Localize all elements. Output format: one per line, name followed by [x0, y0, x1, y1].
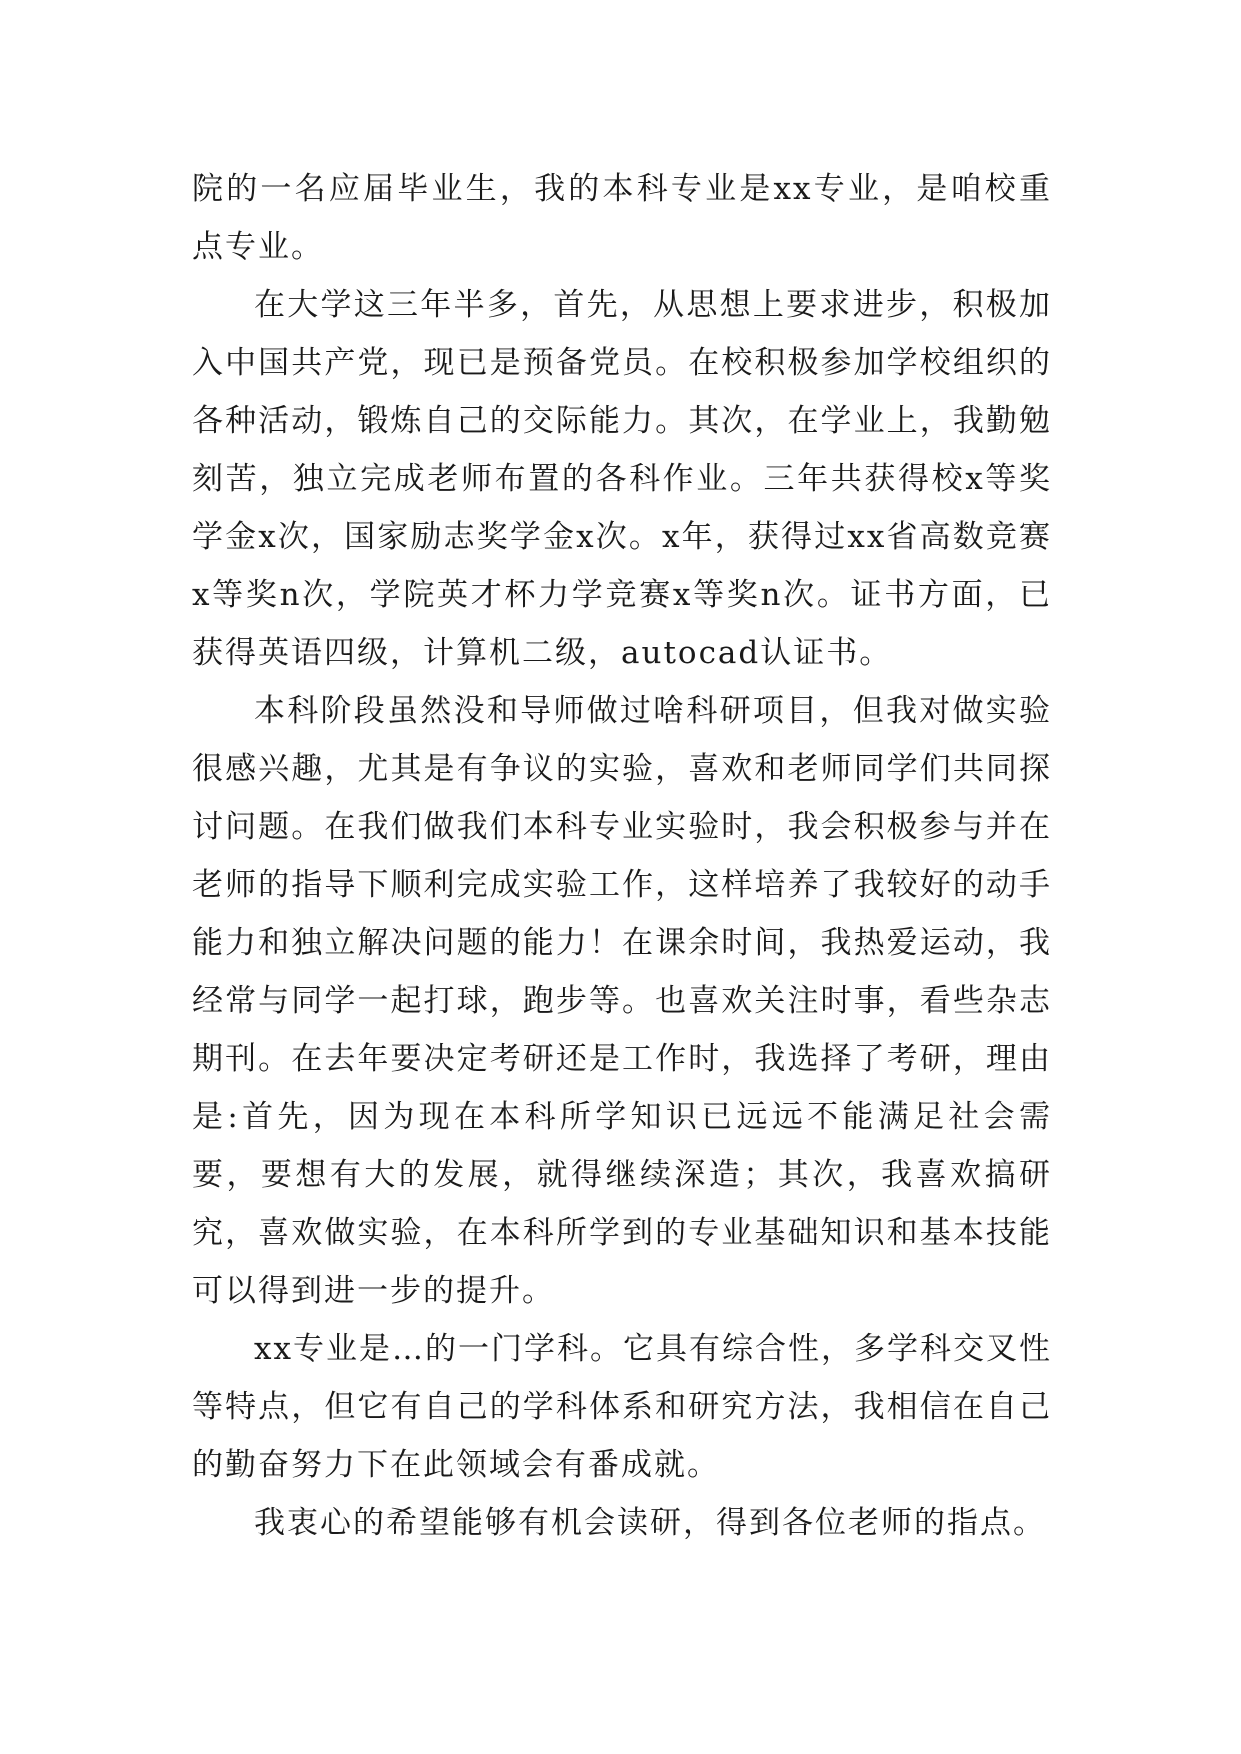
- paragraph-closing-wish: 我衷心的希望能够有机会读研，得到各位老师的指点。: [254, 1505, 1046, 1541]
- paragraph-major-description: xx专业是…的一门学科。它具有综合性，多学科交叉性等特点，但它有自己的学科体系和研究方法，我相信在自己的勤奋努力下在此领域会有番成就。: [192, 1331, 1052, 1483]
- paragraph-continuation: 院的一名应届毕业生，我的本科专业是xx专业，是咱校重点专业。: [192, 171, 1052, 265]
- paragraph-research-interest: 本科阶段虽然没和导师做过啥科研项目，但我对做实验很感兴趣，尤其是有争议的实验，喜欢和老师同学们共同探讨问题。在我们做我们本科专业实验时，我会积极参与并在老师的指导下顺利完成实验工作，这样培养了我较好的动手能力和独立解决问题的能力！在课余时间，我热爱运动，我经常与同学一起打球，跑步等。也喜欢关注时事，看些杂志期刊。在去年要决定考研还是工作时，我选择了考研，理由是:首先，因为现在本科所学知识已远远不能满足社会需要，要想有大的发展，就得继续深造；其次，我喜欢搞研究，喜欢做实验，在本科所学到的专业基础知识和基本技能可以得到进一步的提升。: [192, 693, 1052, 1309]
- document-body: [192, 160, 1052, 1552]
- paragraph-university-experience: 在大学这三年半多，首先，从思想上要求进步，积极加入中国共产党，现已是预备党员。在校积极参加学校组织的各种活动，锻炼自己的交际能力。其次，在学业上，我勤勉刻苦，独立完成老师布置的各科作业。三年共获得校x等奖学金x次，国家励志奖学金x次。x年，获得过xx省高数竞赛x等奖n次，学院英才杯力学竞赛x等奖n次。证书方面，已获得英语四级，计算机二级，autocad认证书。: [192, 287, 1052, 671]
